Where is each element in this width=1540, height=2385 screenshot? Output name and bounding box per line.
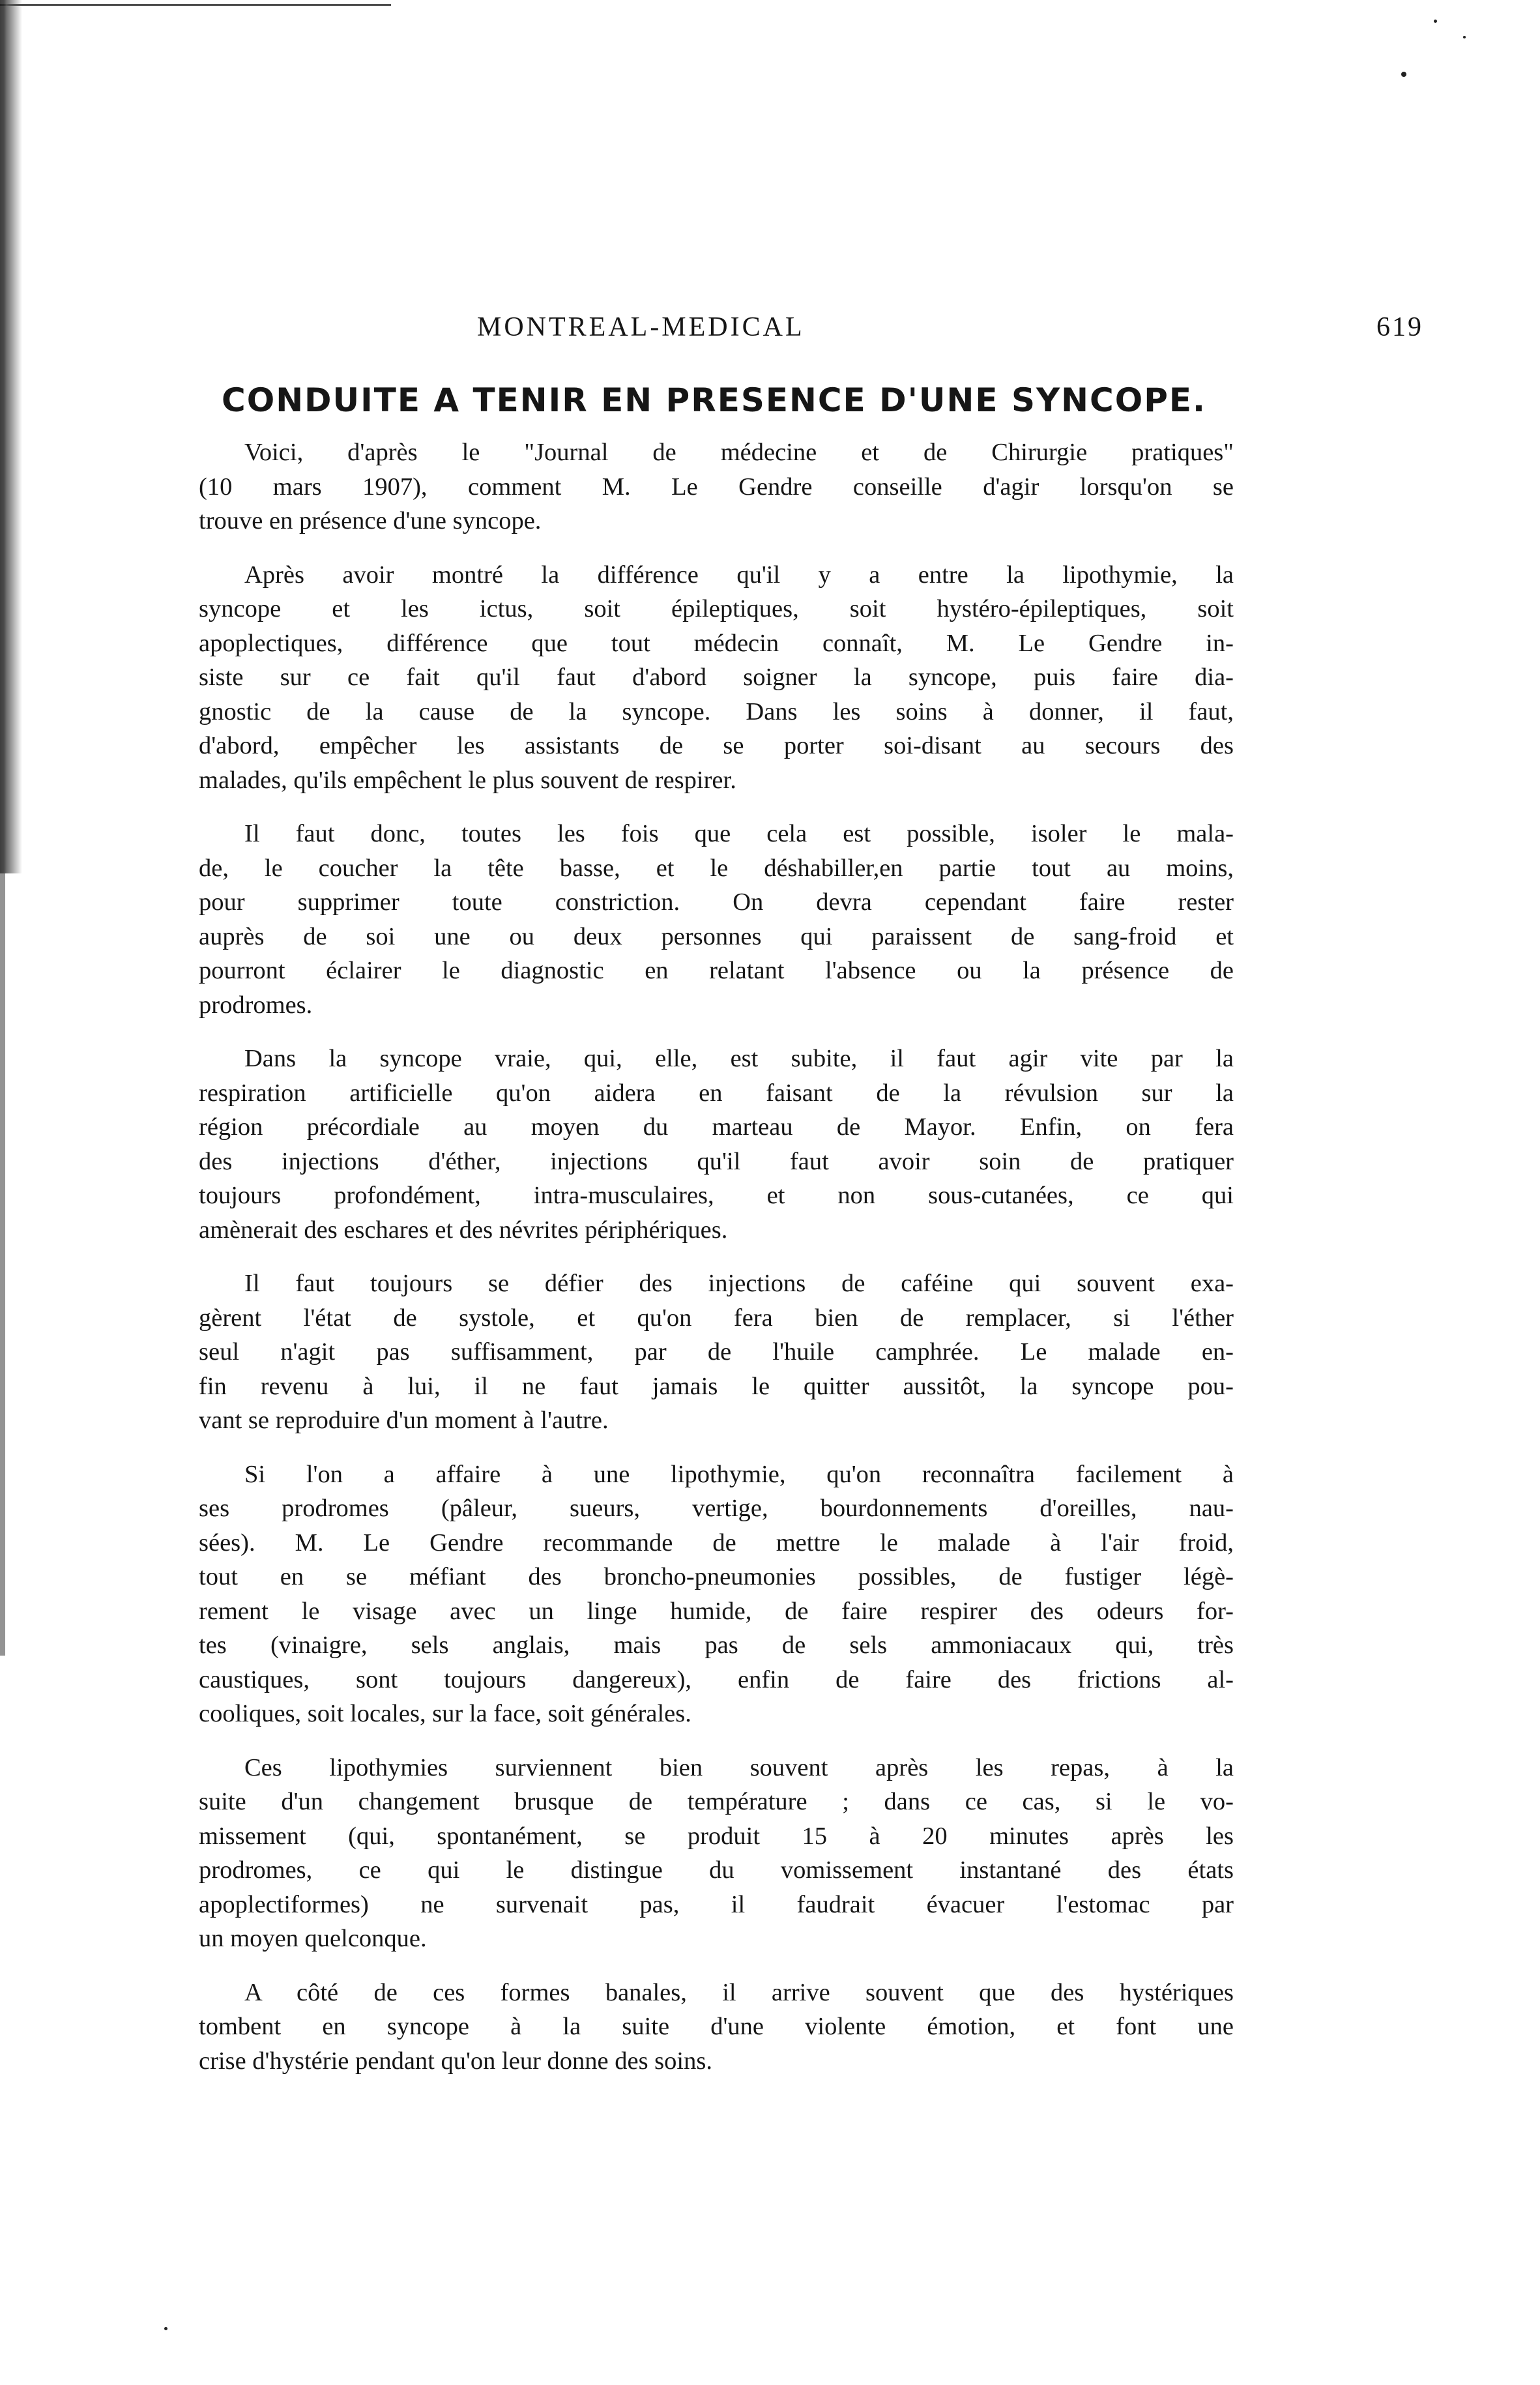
scan-edge-left <box>0 0 22 873</box>
text-line: malades, qu'ils empêchent le plus souvent de respirer. <box>199 766 736 794</box>
text-line: Il faut toujours se défier des injections de caféine qui souvent exa- <box>244 1270 1234 1297</box>
text-line: région précordiale au moyen du marteau de Mayor. Enfin, on fera <box>199 1113 1234 1141</box>
text-line: trouve en présence d'une syncope. <box>199 507 542 534</box>
paragraph <box>199 817 1234 1022</box>
text-line: missement (qui, spontanément, se produit 15 à 20 minutes après les <box>199 1822 1234 1850</box>
scan-speck <box>1401 72 1406 77</box>
paragraph <box>199 1266 1234 1438</box>
text-line: gnostic de la cause de la syncope. Dans les soins à donner, il faut, <box>199 697 1234 725</box>
text-line: apoplectiques, différence que tout médecin connaît, M. Le Gendre in- <box>199 629 1234 657</box>
text-line: apoplectiformes) ne survenait pas, il faudrait évacuer l'estomac par <box>199 1890 1234 1918</box>
scan-speck <box>1434 20 1437 23</box>
text-line: tout en se méfiant des broncho-pneumonies possibles, de fustiger légè- <box>199 1563 1234 1590</box>
running-title: MONTREAL-MEDICAL <box>477 312 805 342</box>
text-line: pour supprimer toute constriction. On devra cependant faire rester <box>199 888 1234 916</box>
text-line: respiration artificielle qu'on aidera en faisant de la révulsion sur la <box>199 1079 1234 1107</box>
text-line: gèrent l'état de systole, et qu'on fera bien de remplacer, si l'éther <box>199 1304 1234 1332</box>
scan-edge-left-lower <box>0 873 5 1656</box>
article-body <box>199 435 1234 2098</box>
page-header <box>205 312 1423 351</box>
text-line: prodromes. <box>199 991 313 1019</box>
paragraph <box>199 1457 1234 1731</box>
paragraph <box>199 1976 1234 2079</box>
text-line: d'abord, empêcher les assistants de se porter soi-disant au secours des <box>199 732 1234 759</box>
text-line: (10 mars 1907), comment M. Le Gendre conseille d'agir lorsqu'on se <box>199 473 1234 501</box>
text-line: vant se reproduire d'un moment à l'autre. <box>199 1407 609 1434</box>
text-line: auprès de soi une ou deux personnes qui paraissent de sang-froid et <box>199 922 1234 950</box>
text-line: tombent en syncope à la suite d'une violente émotion, et font une <box>199 2013 1234 2040</box>
text-line: Il faut donc, toutes les fois que cela est possible, isoler le mala- <box>244 820 1234 847</box>
text-line: des injections d'éther, injections qu'il faut avoir soin de pratiquer <box>199 1147 1234 1175</box>
scan-speck <box>164 2327 167 2330</box>
page-number: 619 <box>1376 312 1423 342</box>
text-line: Dans la syncope vraie, qui, elle, est subite, il faut agir vite par la <box>244 1045 1234 1072</box>
text-line: Si l'on a affaire à une lipothymie, qu'on reconnaîtra facilement à <box>244 1460 1234 1488</box>
scan-speck <box>1463 36 1466 38</box>
text-line: caustiques, sont toujours dangereux), enfin de faire des frictions al- <box>199 1665 1234 1693</box>
text-line: siste sur ce fait qu'il faut d'abord soigner la syncope, puis faire dia- <box>199 664 1234 691</box>
text-line: sées). M. Le Gendre recommande de mettre le malade à l'air froid, <box>199 1529 1234 1557</box>
paragraph <box>199 1751 1234 1956</box>
text-line: syncope et les ictus, soit épileptiques, soit hystéro-épileptiques, soit <box>199 595 1234 622</box>
text-line: Voici, d'après le "Journal de médecine et de Chirurgie pratiques" <box>244 439 1234 466</box>
text-line: rement le visage avec un linge humide, de faire respirer des odeurs for- <box>199 1597 1234 1625</box>
text-line: tes (vinaigre, sels anglais, mais pas de sels ammoniacaux qui, très <box>199 1631 1234 1659</box>
text-line: suite d'un changement brusque de température ; dans ce cas, si le vo- <box>199 1788 1234 1815</box>
scan-edge-top <box>0 4 391 6</box>
text-line: ses prodromes (pâleur, sueurs, vertige, bourdonnements d'oreilles, nau- <box>199 1495 1234 1522</box>
text-line: seul n'agit pas suffisamment, par de l'huile camphrée. Le malade en- <box>199 1338 1234 1366</box>
text-line: de, le coucher la tête basse, et le déshabiller,en partie tout au moins, <box>199 854 1234 882</box>
text-line: cooliques, soit locales, sur la face, soit générales. <box>199 1700 691 1727</box>
text-line: Ces lipothymies surviennent bien souvent après les repas, à la <box>244 1753 1234 1781</box>
paragraph <box>199 558 1234 798</box>
paragraph <box>199 1042 1234 1247</box>
text-line: toujours profondément, intra-musculaires, et non sous-cutanées, ce qui <box>199 1182 1234 1209</box>
text-line: crise d'hystérie pendant qu'on leur donne des soins. <box>199 2047 712 2075</box>
paragraph <box>199 435 1234 538</box>
text-line: A côté de ces formes banales, il arrive souvent que des hystériques <box>244 1978 1234 2006</box>
text-line: amènerait des eschares et des névrites périphériques. <box>199 1216 728 1244</box>
text-line: Après avoir montré la différence qu'il y a entre la lipothymie, la <box>244 561 1234 589</box>
text-line: un moyen quelconque. <box>199 1925 427 1952</box>
text-line: pourront éclairer le diagnostic en relatant l'absence ou la présence de <box>199 957 1234 984</box>
article-title: CONDUITE A TENIR EN PRESENCE D'UNE SYNCOPE. <box>222 381 1206 419</box>
text-line: prodromes, ce qui le distingue du vomissement instantané des états <box>199 1856 1234 1884</box>
text-line: fin revenu à lui, il ne faut jamais le quitter aussitôt, la syncope pou- <box>199 1372 1234 1400</box>
